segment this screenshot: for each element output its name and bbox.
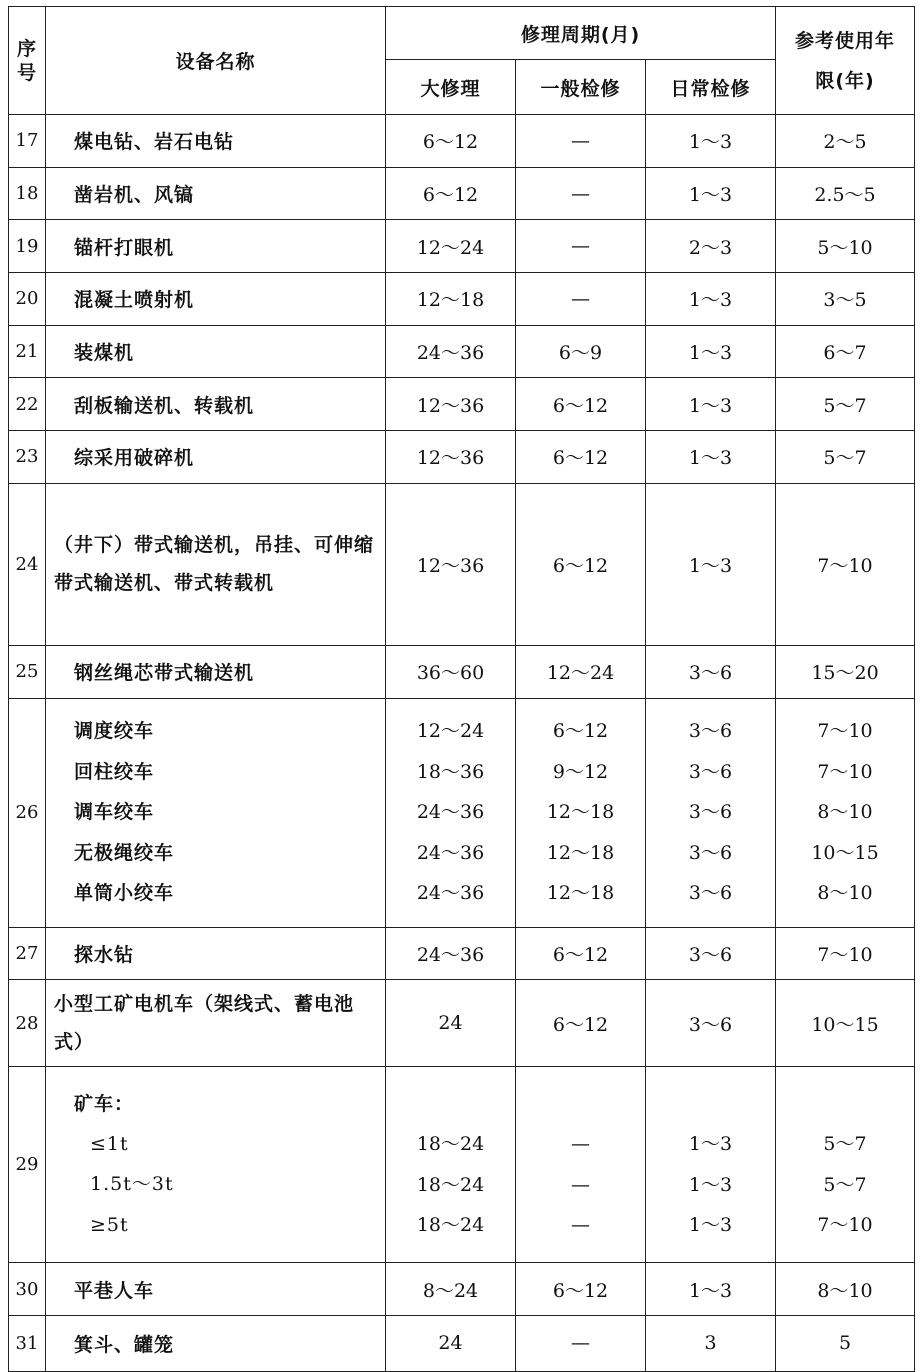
table-row: [9, 698, 915, 927]
daily-repair: 3～6: [688, 760, 733, 783]
service-life: 7～10: [776, 483, 915, 645]
service-life: 2～5: [776, 115, 915, 168]
general-repair: 6～12: [552, 720, 609, 743]
service-life: 2.5～5: [776, 167, 915, 220]
table-row: [9, 115, 915, 168]
general-repair: —: [516, 273, 646, 326]
major-repair: 24～36: [386, 927, 516, 980]
table-row: [9, 167, 915, 220]
row-no: 21: [9, 325, 46, 378]
header-seq-label: 序号: [16, 37, 37, 84]
major-repair: 36～60: [386, 645, 516, 698]
major-repair: 24: [386, 1315, 516, 1371]
table-row: [9, 273, 915, 326]
general-repair: 9～12: [552, 760, 609, 783]
major-repair: 24～36: [386, 325, 516, 378]
row-no: 31: [9, 1315, 46, 1371]
daily-repair: 3～6: [688, 841, 733, 864]
header-seq: [9, 7, 46, 115]
general-repair: —: [571, 1173, 590, 1196]
daily-repair: 3～6: [646, 645, 776, 698]
daily-repair: 1～3: [688, 1173, 733, 1196]
equipment-name-group: [46, 698, 386, 927]
major-repair: 24～36: [416, 882, 485, 905]
service-life: 7～10: [776, 927, 915, 980]
equipment-name: 锚杆打眼机: [46, 220, 386, 273]
daily-repair: 3: [646, 1315, 776, 1371]
general-repair: 6～12: [516, 378, 646, 431]
row-no: 26: [9, 698, 46, 927]
general-repair: 6～9: [516, 325, 646, 378]
service-life-group: [776, 1067, 915, 1263]
equipment-name: 无极绳绞车: [74, 841, 175, 864]
daily-repair-group: [646, 698, 776, 927]
general-repair: —: [571, 1214, 590, 1237]
equipment-name: 回柱绞车: [74, 760, 155, 783]
row-no: 19: [9, 220, 46, 273]
equipment-name: 装煤机: [46, 325, 386, 378]
general-repair: 6～12: [516, 927, 646, 980]
general-repair: 6～12: [516, 980, 646, 1067]
service-life: 8～10: [817, 882, 873, 905]
service-life: 10～15: [811, 841, 879, 864]
daily-repair: 1～3: [646, 1263, 776, 1316]
major-repair: 12～36: [386, 378, 516, 431]
major-repair: 6～12: [386, 167, 516, 220]
major-repair: 18～24: [416, 1214, 485, 1237]
header-life-label: 参考使用年限(年): [795, 29, 896, 92]
major-repair: 18～36: [416, 760, 485, 783]
major-repair: 8～24: [386, 1263, 516, 1316]
equipment-name: 钢丝绳芯带式输送机: [46, 645, 386, 698]
major-repair-group: [386, 1067, 516, 1263]
equipment-name: 混凝土喷射机: [46, 273, 386, 326]
daily-repair: 1～3: [646, 378, 776, 431]
table-row: [9, 1067, 915, 1263]
daily-repair: 1～3: [688, 1214, 733, 1237]
general-repair: —: [516, 115, 646, 168]
service-life: 5～10: [776, 220, 915, 273]
service-life: 5～7: [776, 431, 915, 484]
major-repair: 18～24: [416, 1133, 485, 1156]
row-no: 18: [9, 167, 46, 220]
general-repair: 12～24: [516, 645, 646, 698]
row-no: 17: [9, 115, 46, 168]
general-repair: 12～18: [546, 882, 615, 905]
equipment-name: 煤电钻、岩石电钻: [46, 115, 386, 168]
general-repair: 12～18: [546, 841, 615, 864]
major-repair-group: [386, 698, 516, 927]
daily-repair: 1～3: [646, 115, 776, 168]
daily-repair: 2～3: [646, 220, 776, 273]
major-repair: 12～36: [386, 431, 516, 484]
equipment-name: 平巷人车: [46, 1263, 386, 1316]
table-row: [9, 927, 915, 980]
general-repair: —: [516, 167, 646, 220]
daily-repair: 1～3: [688, 1133, 733, 1156]
service-life: 10～15: [776, 980, 915, 1067]
equipment-name: 刮板输送机、转载机: [46, 378, 386, 431]
daily-repair-group: [646, 1067, 776, 1263]
general-repair: 6～12: [516, 1263, 646, 1316]
major-repair: 24: [386, 980, 516, 1067]
general-repair-group: [516, 698, 646, 927]
table-row: [9, 645, 915, 698]
row-no: 22: [9, 378, 46, 431]
row-no: 27: [9, 927, 46, 980]
equipment-name: 单筒小绞车: [74, 882, 175, 905]
row-no: 29: [9, 1067, 46, 1263]
table-row: [9, 1315, 915, 1371]
major-repair: 12～36: [386, 483, 516, 645]
general-repair: —: [516, 220, 646, 273]
service-life: 15～20: [776, 645, 915, 698]
general-repair: —: [516, 1315, 646, 1371]
header-cycle-group: 修理周期(月): [386, 7, 776, 60]
major-repair: 12～24: [416, 720, 485, 743]
equipment-category: 矿车：: [74, 1092, 135, 1115]
header-general: 一般检修: [516, 60, 646, 115]
daily-repair: 3～6: [646, 980, 776, 1067]
major-repair: 12～24: [386, 220, 516, 273]
service-life: 8～10: [817, 801, 873, 824]
service-life: 5～7: [776, 378, 915, 431]
equipment-name: 箕斗、罐笼: [46, 1315, 386, 1371]
row-no: 28: [9, 980, 46, 1067]
row-no: 23: [9, 431, 46, 484]
equipment-name: 调度绞车: [74, 720, 155, 743]
header-life: [776, 7, 915, 115]
equipment-name: 凿岩机、风镐: [46, 167, 386, 220]
daily-repair: 3～6: [688, 882, 733, 905]
equipment-name: 调车绞车: [74, 801, 155, 824]
row-no: 25: [9, 645, 46, 698]
service-life: 3～5: [776, 273, 915, 326]
service-life: 5: [776, 1315, 915, 1371]
daily-repair: 3～6: [646, 927, 776, 980]
equipment-name: 小型工矿电机车（架线式、蓄电池式）: [46, 980, 386, 1067]
general-repair: 6～12: [516, 483, 646, 645]
header-name: 设备名称: [46, 7, 386, 115]
equipment-name: ≤1t: [90, 1132, 129, 1155]
row-no: 30: [9, 1263, 46, 1316]
general-repair: 12～18: [546, 801, 615, 824]
daily-repair: 3～6: [688, 801, 733, 824]
table-row: [9, 1263, 915, 1316]
major-repair: 24～36: [416, 801, 485, 824]
table-row: [9, 325, 915, 378]
row-no: 20: [9, 273, 46, 326]
daily-repair: 1～3: [646, 431, 776, 484]
service-life: 7～10: [817, 1214, 873, 1237]
major-repair: 24～36: [416, 841, 485, 864]
row-no: 24: [9, 483, 46, 645]
table-row: [9, 431, 915, 484]
daily-repair: 3～6: [688, 720, 733, 743]
daily-repair: 1～3: [646, 273, 776, 326]
service-life: 5～7: [823, 1173, 867, 1196]
service-life: 5～7: [823, 1133, 867, 1156]
daily-repair: 1～3: [646, 483, 776, 645]
service-life-group: [776, 698, 915, 927]
daily-repair: 1～3: [646, 325, 776, 378]
daily-repair: 1～3: [646, 167, 776, 220]
equipment-name: ≥5t: [90, 1213, 129, 1236]
equipment-name: 1.5t～3t: [90, 1173, 174, 1196]
service-life: 6～7: [776, 325, 915, 378]
table-row: [9, 220, 915, 273]
table-row: [9, 378, 915, 431]
general-repair: —: [571, 1133, 590, 1156]
header-daily: 日常检修: [646, 60, 776, 115]
general-repair: 6～12: [516, 431, 646, 484]
table-row: [9, 980, 915, 1067]
equipment-name: （井下）带式输送机，吊挂、可伸缩带式输送机、带式转载机: [46, 483, 386, 645]
service-life: 7～10: [817, 760, 873, 783]
header-major: 大修理: [386, 60, 516, 115]
equipment-name-group: [46, 1067, 386, 1263]
maintenance-cycle-table: [8, 6, 915, 1372]
general-repair-group: [516, 1067, 646, 1263]
major-repair: 18～24: [416, 1173, 485, 1196]
major-repair: 12～18: [386, 273, 516, 326]
service-life: 8～10: [776, 1263, 915, 1316]
equipment-name: 探水钻: [46, 927, 386, 980]
equipment-name: 综采用破碎机: [46, 431, 386, 484]
service-life: 7～10: [817, 720, 873, 743]
table-row: [9, 483, 915, 645]
major-repair: 6～12: [386, 115, 516, 168]
